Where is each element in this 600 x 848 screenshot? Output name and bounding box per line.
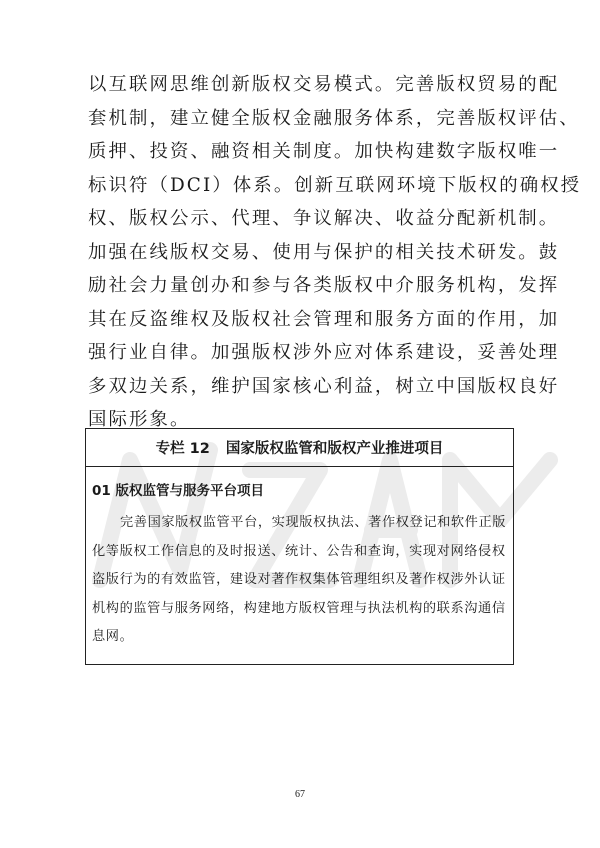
paragraph-line: 套机制，建立健全版权金融服务体系，完善版权评估、 [88,107,580,129]
paragraph-line: 其在反盗维权及版权社会管理和服务方面的作用，加 [88,308,560,330]
box-line: 盗版行为的有效监管，建设对著作权集体管理组织及著作权涉外认证 [92,572,506,587]
box-title: 国家版权监管和版权产业推进项目 [225,441,444,457]
body-paragraph [88,68,582,437]
paragraph-line: 多双边关系，维护国家核心利益，树立中国版权良好 [88,375,560,397]
paragraph-line: 以互联网思维创新版权交易模式。完善版权贸易的配 [88,74,560,95]
box-line: 息网。 [92,629,134,644]
paragraph-line: 励社会力量创办和参与各类版权中介服务机构，发挥 [88,275,560,296]
box-label: 专栏 12 [155,441,210,457]
page-number: 67 [295,789,305,800]
box-line: 机构的监管与服务网络，构建地方版权管理与执法机构的联系沟通信 [92,600,506,616]
paragraph-line: 强行业自律。加强版权涉外应对体系建设，妥善处理 [88,342,560,363]
paragraph-line: 标识符（DCI）体系。创新互联网环境下版权的确权授 [88,174,582,196]
box-subheading: 01 版权监管与服务平台项目 [92,483,264,499]
box-line: 化等版权工作信息的及时报送、统计、公告和查询，实现对网络侵权 [92,543,506,559]
paragraph-line: 加强在线版权交易、使用与保护的相关技术研发。鼓 [88,241,560,263]
column-box [85,428,514,665]
paragraph-line: 国际形象。 [88,409,191,430]
box-title-bar [86,429,513,467]
paragraph-line: 权、版权公示、代理、争议解决、收益分配新机制。 [88,208,560,229]
paragraph-line: 质押、投资、融资相关制度。加快构建数字版权唯一 [88,141,560,162]
box-line: 完善国家版权监管平台，实现版权执法、著作权登记和软件正版 [120,515,507,530]
box-paragraph [86,509,513,652]
